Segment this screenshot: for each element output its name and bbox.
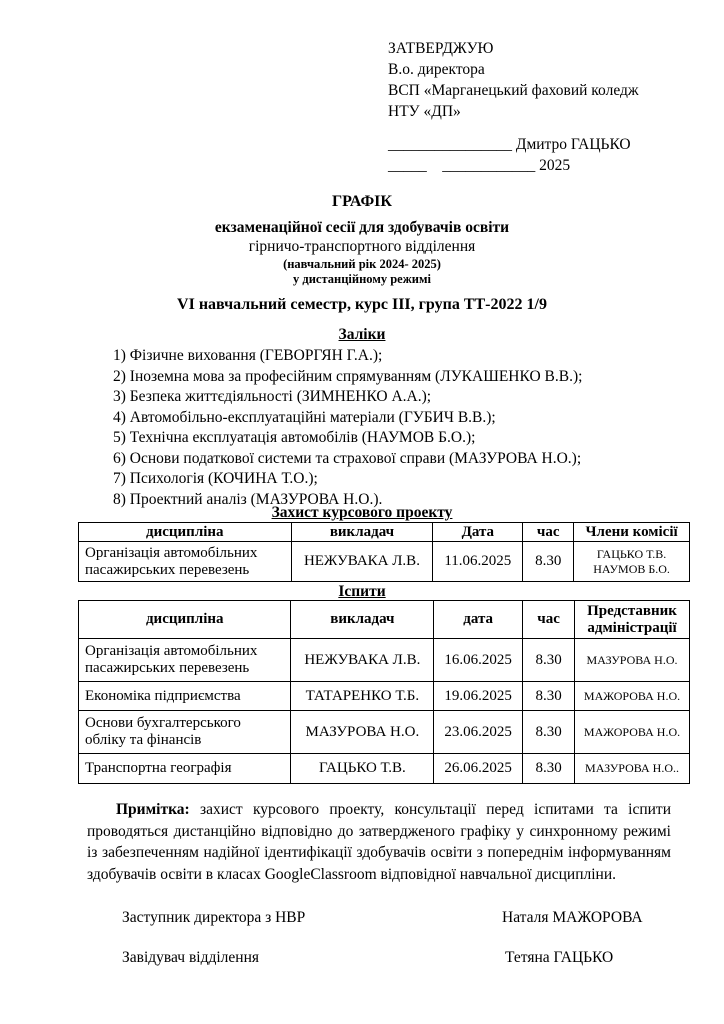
discipline-cell: Транспортна географія xyxy=(79,754,291,784)
approval-line-4: НТУ «ДП» xyxy=(388,103,461,120)
list-item: 2) Іноземна мова за професійним спрямуванням (ЛУКАШЕНКО В.В.); xyxy=(113,367,583,385)
list-item: 8) Проектний аналіз (МАЗУРОВА Н.О.). xyxy=(113,490,383,508)
note-label: Примітка: xyxy=(116,801,190,818)
project-heading: Захист курсового проекту xyxy=(271,504,453,521)
column-header: Дата xyxy=(433,523,523,542)
document-subtitle-2: гірничо-транспортного відділення xyxy=(248,238,476,255)
list-item: 7) Психологія (КОЧИНА Т.О.); xyxy=(113,470,318,487)
column-header: час xyxy=(523,523,574,542)
list-item: 5) Технічна експлуатація автомобілів (НАУМОВ Б.О.); xyxy=(113,429,476,446)
signature-role-1: Заступник директора з НВР xyxy=(122,909,306,926)
approval-line-2: В.о. директора xyxy=(388,61,485,78)
table-header-row xyxy=(79,601,690,639)
document-title: ГРАФІК xyxy=(331,193,393,210)
time-cell: 8.30 xyxy=(523,754,575,784)
time-cell: 8.30 xyxy=(523,542,574,582)
list-item: 3) Безпека життєдіяльності (ЗИМНЕНКО А.А.); xyxy=(113,388,432,405)
date-cell: 23.06.2025 xyxy=(434,711,523,754)
approval-block xyxy=(388,38,639,176)
table-row xyxy=(79,639,690,682)
column-header: Члени комісії xyxy=(574,523,690,542)
teacher-cell: НЕЖУВАКА Л.В. xyxy=(291,542,433,582)
time-cell: 8.30 xyxy=(523,639,575,682)
list-item: 1) Фізичне виховання (ГЕВОРГЯН Г.А.); xyxy=(113,347,383,364)
admin-rep-cell: МАЗУРОВА Н.О.. xyxy=(575,754,690,784)
exams-table xyxy=(78,600,690,784)
teacher-cell: ГАЦЬКО Т.В. xyxy=(291,754,434,784)
approval-line-1: ЗАТВЕРДЖУЮ xyxy=(388,40,494,57)
teacher-cell: МАЗУРОВА Н.О. xyxy=(291,711,434,754)
exams-heading: Іспити xyxy=(338,583,386,600)
approval-date-line: _____ ____________ 2025 xyxy=(388,157,571,174)
table-row xyxy=(79,542,690,582)
column-header: дата xyxy=(434,601,523,639)
document-subtitle-3: (навчальний рік 2024- 2025) xyxy=(283,257,441,271)
admin-rep-cell: МАЖОРОВА Н.О. xyxy=(575,682,690,711)
column-header: викладач xyxy=(291,601,434,639)
column-header: час xyxy=(523,601,575,639)
signature-role-2: Завідувач відділення xyxy=(122,949,259,966)
zaliky-list xyxy=(113,346,582,510)
approval-line-3: ВСП «Марганецький фаховий коледж xyxy=(388,82,639,99)
list-item: 6) Основи податкової системи та страхової справи (МАЗУРОВА Н.О.); xyxy=(113,449,582,467)
column-header: Представник адміністрації xyxy=(575,601,690,639)
time-cell: 8.30 xyxy=(523,711,575,754)
table-header-row xyxy=(79,523,690,542)
admin-rep-cell: МАЖОРОВА Н.О. xyxy=(575,711,690,754)
table-row xyxy=(79,754,690,784)
table-row xyxy=(79,711,690,754)
project-table xyxy=(78,522,690,582)
discipline-cell: Організація автомобільних пасажирських перевезень xyxy=(79,542,292,582)
date-cell: 19.06.2025 xyxy=(434,682,523,711)
column-header: викладач xyxy=(291,523,433,542)
time-cell: 8.30 xyxy=(523,682,575,711)
discipline-cell: Організація автомобільних пасажирських перевезень xyxy=(79,639,291,682)
admin-rep-cell: МАЗУРОВА Н.О. xyxy=(575,639,690,682)
discipline-cell: Економіка підприємства xyxy=(79,682,291,711)
document-subtitle-4: у дистанційному режимі xyxy=(293,272,431,286)
date-cell: 26.06.2025 xyxy=(434,754,523,784)
note-paragraph xyxy=(87,799,671,885)
signature-name-2: Тетяна ГАЦЬКО xyxy=(505,949,614,966)
column-header: дисципліна xyxy=(79,601,291,639)
document-subtitle-1: екзаменаційної сесії для здобувачів освіти xyxy=(214,219,510,236)
commission-cell: ГАЦЬКО Т.В. НАУМОВ Б.О. xyxy=(574,542,690,582)
note-text: захист курсового проекту, консультації перед іспитами та іспити проводяться дистанційно відповідно до затвердженого графіку у синхронному режимі із забезпеченням надійної ідентифікації здобувачів освіти з попереднім інформуванням здобувачів освіти в класах GoogleClassroom відповідної навчальної дисципліни. xyxy=(87,801,671,883)
table-row xyxy=(79,682,690,711)
teacher-cell: ТАТАРЕНКО Т.Б. xyxy=(291,682,434,711)
teacher-cell: НЕЖУВАКА Л.В. xyxy=(291,639,434,682)
date-cell: 11.06.2025 xyxy=(433,542,523,582)
list-item: 4) Автомобільно-експлуатаційні матеріали (ГУБИЧ В.В.); xyxy=(113,408,496,426)
zaliky-heading: Заліки xyxy=(338,326,386,343)
discipline-cell: Основи бухгалтерського обліку та фінансів xyxy=(79,711,291,754)
signature-name-1: Наталя МАЖОРОВА xyxy=(502,909,643,926)
column-header: дисципліна xyxy=(79,523,292,542)
semester-line: VI навчальний семестр, курс ІІІ, група ТТ-2022 1/9 xyxy=(177,296,547,313)
date-cell: 16.06.2025 xyxy=(434,639,523,682)
approval-signature-line: ________________ Дмитро ГАЦЬКО xyxy=(388,136,631,153)
